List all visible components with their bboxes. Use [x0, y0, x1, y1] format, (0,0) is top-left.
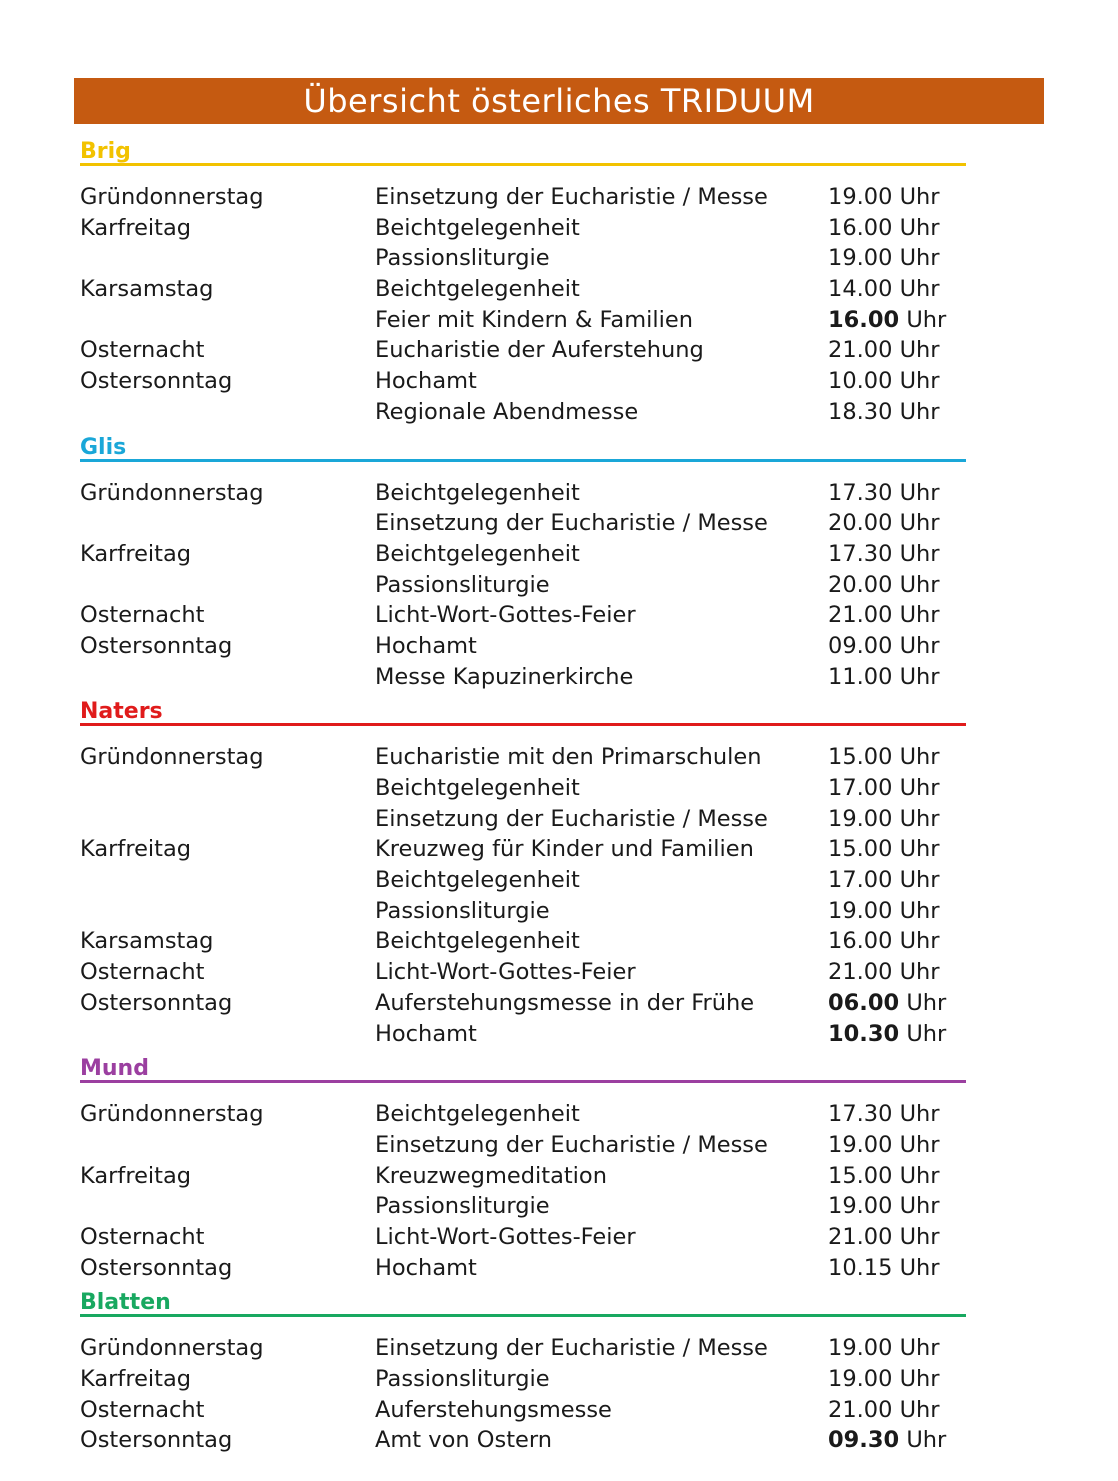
schedule-row	[80, 397, 966, 428]
time-unit: Uhr	[892, 276, 940, 303]
time-unit: Uhr	[892, 1396, 940, 1423]
time-value	[828, 213, 940, 243]
time-unit: Uhr	[892, 1223, 940, 1250]
day-label: Karfreitag	[80, 214, 192, 241]
time-unit: Uhr	[899, 306, 947, 333]
event-label: Auferstehungsmesse	[375, 1396, 612, 1423]
section-name: Glis	[80, 434, 127, 460]
schedule-row	[80, 243, 966, 274]
event-label: Einsetzung der Eucharistie / Messe	[375, 510, 768, 537]
time-number: 19.00	[828, 1335, 893, 1362]
time-unit: Uhr	[892, 479, 940, 506]
event-label: Auferstehungsmesse in der Frühe	[375, 989, 755, 1016]
event-label: Licht-Wort-Gottes-Feier	[375, 959, 636, 986]
event-label: Hochamt	[375, 632, 477, 659]
event-label: Amt von Ostern	[375, 1427, 552, 1454]
event-label: Beichtgelegenheit	[375, 867, 580, 894]
schedule-row	[80, 1425, 966, 1456]
event-label: Licht-Wort-Gottes-Feier	[375, 602, 636, 629]
time-unit: Uhr	[899, 1427, 947, 1454]
time-number: 17.30	[828, 540, 893, 567]
section-heading	[80, 1283, 966, 1317]
time-unit: Uhr	[892, 1101, 940, 1128]
time-value	[828, 1222, 940, 1252]
time-unit: Uhr	[892, 398, 940, 425]
time-unit: Uhr	[892, 337, 940, 364]
schedule-row	[80, 865, 966, 896]
event-label: Einsetzung der Eucharistie / Messe	[375, 184, 768, 210]
event-label: Licht-Wort-Gottes-Feier	[375, 1223, 636, 1250]
schedule-row	[80, 274, 966, 305]
day-label: Karfreitag	[80, 1366, 192, 1392]
section-mund	[80, 1049, 966, 1283]
day-label: Osternacht	[80, 1396, 205, 1423]
time-number: 09.30	[828, 1427, 900, 1454]
event-label: Feier mit Kindern & Familien	[375, 306, 693, 333]
event-label: Einsetzung der Eucharistie / Messe	[375, 805, 768, 832]
day-label: Ostersonntag	[80, 1254, 233, 1281]
time-number: 19.00	[828, 805, 893, 832]
section-heading	[80, 132, 966, 166]
event-label: Hochamt	[375, 368, 477, 395]
event-label: Passionsliturgie	[375, 1366, 550, 1392]
time-value	[828, 366, 940, 396]
time-value	[828, 1395, 940, 1425]
day-label: Karsamstag	[80, 928, 214, 955]
schedule-row	[80, 213, 966, 244]
time-number: 21.00	[828, 337, 893, 364]
time-unit: Uhr	[892, 510, 940, 537]
time-unit: Uhr	[892, 571, 940, 598]
schedule-row	[80, 1019, 966, 1050]
time-number: 21.00	[828, 1223, 893, 1250]
time-unit: Uhr	[892, 867, 940, 894]
event-label: Beichtgelegenheit	[375, 276, 580, 303]
time-number: 16.00	[828, 214, 893, 241]
time-number: 10.30	[828, 1020, 900, 1047]
event-label: Messe Kapuzinerkirche	[375, 663, 634, 690]
time-number: 06.00	[828, 989, 900, 1016]
time-unit: Uhr	[892, 1131, 940, 1158]
schedule-row	[80, 631, 966, 662]
time-value	[828, 742, 940, 772]
time-number: 20.00	[828, 510, 893, 537]
schedule-row	[80, 1130, 966, 1161]
schedule-row	[80, 570, 966, 601]
event-label: Passionsliturgie	[375, 245, 550, 272]
time-value	[828, 1425, 946, 1455]
schedule-row	[80, 834, 966, 865]
section-name: Blatten	[80, 1290, 171, 1316]
time-unit: Uhr	[892, 1193, 940, 1220]
time-value	[828, 600, 940, 630]
time-value	[828, 1099, 940, 1129]
time-value	[828, 397, 940, 427]
time-value	[828, 1364, 940, 1394]
schedule-row	[80, 539, 966, 570]
event-label: Einsetzung der Eucharistie / Messe	[375, 1131, 768, 1158]
event-label: Kreuzwegmeditation	[375, 1162, 607, 1189]
schedule-row	[80, 896, 966, 927]
day-label: Gründonnerstag	[80, 479, 264, 506]
event-label: Kreuzweg für Kinder und Familien	[375, 836, 754, 863]
time-unit: Uhr	[892, 184, 940, 210]
event-label: Beichtgelegenheit	[375, 540, 580, 567]
time-value	[828, 1333, 940, 1363]
time-unit: Uhr	[892, 1162, 940, 1189]
day-label: Osternacht	[80, 1223, 205, 1250]
time-unit: Uhr	[892, 805, 940, 832]
day-label: Gründonnerstag	[80, 744, 264, 771]
time-unit: Uhr	[892, 775, 940, 801]
day-label: Gründonnerstag	[80, 1335, 264, 1362]
schedule-row	[80, 1161, 966, 1192]
time-unit: Uhr	[892, 836, 940, 863]
time-unit: Uhr	[892, 663, 940, 690]
schedule-row	[80, 1333, 966, 1364]
time-unit: Uhr	[899, 989, 947, 1016]
section-name: Naters	[80, 699, 163, 725]
time-number: 15.00	[828, 744, 893, 771]
time-number: 19.00	[828, 1131, 893, 1158]
event-label: Beichtgelegenheit	[375, 1101, 580, 1128]
event-label: Beichtgelegenheit	[375, 214, 580, 241]
time-value	[828, 1019, 946, 1049]
schedule-row	[80, 1191, 966, 1222]
time-value	[828, 1130, 940, 1160]
schedule-row	[80, 335, 966, 366]
section-heading	[80, 1049, 966, 1083]
schedule-row	[80, 988, 966, 1019]
time-number: 21.00	[828, 959, 893, 986]
time-number: 19.00	[828, 1366, 893, 1392]
schedule-row	[80, 478, 966, 509]
time-unit: Uhr	[892, 214, 940, 241]
time-number: 11.00	[828, 663, 893, 690]
time-value	[828, 508, 940, 538]
section-name: Mund	[80, 1056, 149, 1082]
schedule-row	[80, 1364, 966, 1395]
time-value	[828, 570, 940, 600]
time-value	[828, 957, 940, 987]
time-number: 17.00	[828, 775, 893, 801]
schedule-row	[80, 1395, 966, 1426]
schedule-sections	[80, 132, 966, 1456]
time-number: 19.00	[828, 1193, 893, 1220]
day-label: Osternacht	[80, 337, 205, 364]
time-number: 17.30	[828, 479, 893, 506]
event-label: Eucharistie mit den Primarschulen	[375, 744, 762, 771]
time-value	[828, 988, 946, 1018]
time-unit: Uhr	[892, 368, 940, 395]
schedule-row	[80, 926, 966, 957]
time-value	[828, 834, 940, 864]
time-value	[828, 305, 946, 335]
section-heading	[80, 692, 966, 726]
day-label: Karfreitag	[80, 836, 192, 863]
time-value	[828, 926, 940, 956]
time-number: 18.30	[828, 398, 893, 425]
schedule-row	[80, 742, 966, 773]
time-value	[828, 182, 940, 212]
time-number: 15.00	[828, 836, 893, 863]
event-label: Eucharistie der Auferstehung	[375, 337, 704, 364]
time-number: 19.00	[828, 184, 893, 210]
time-number: 10.00	[828, 368, 893, 395]
schedule-row	[80, 1253, 966, 1284]
time-value	[828, 896, 940, 926]
time-unit: Uhr	[899, 1020, 947, 1047]
day-label: Osternacht	[80, 602, 205, 629]
time-unit: Uhr	[892, 1254, 940, 1281]
schedule-row	[80, 366, 966, 397]
time-number: 10.15	[828, 1254, 893, 1281]
schedule-row	[80, 1222, 966, 1253]
time-value	[828, 631, 940, 661]
time-value	[828, 773, 940, 803]
event-label: Hochamt	[375, 1254, 477, 1281]
event-label: Passionsliturgie	[375, 897, 550, 924]
section-blatten	[80, 1283, 966, 1456]
section-name: Brig	[80, 139, 131, 164]
time-unit: Uhr	[892, 540, 940, 567]
time-unit: Uhr	[892, 245, 940, 272]
section-glis	[80, 428, 966, 693]
section-naters	[80, 692, 966, 1049]
time-number: 19.00	[828, 245, 893, 272]
time-value	[828, 1191, 940, 1221]
time-number: 16.00	[828, 306, 900, 333]
time-unit: Uhr	[892, 1335, 940, 1362]
time-unit: Uhr	[892, 632, 940, 659]
day-label: Karsamstag	[80, 276, 214, 303]
schedule-row	[80, 662, 966, 693]
time-value	[828, 478, 940, 508]
time-value	[828, 1161, 940, 1191]
day-label: Ostersonntag	[80, 632, 233, 659]
time-value	[828, 274, 940, 304]
event-label: Einsetzung der Eucharistie / Messe	[375, 1335, 768, 1362]
time-value	[828, 243, 940, 273]
event-label: Passionsliturgie	[375, 571, 550, 598]
day-label: Ostersonntag	[80, 368, 233, 395]
day-label: Ostersonntag	[80, 1427, 233, 1454]
schedule-row	[80, 182, 966, 213]
schedule-row	[80, 305, 966, 336]
time-unit: Uhr	[892, 928, 940, 955]
day-label: Gründonnerstag	[80, 1101, 264, 1128]
day-label: Karfreitag	[80, 1162, 192, 1189]
time-number: 20.00	[828, 571, 893, 598]
time-number: 16.00	[828, 928, 893, 955]
time-number: 14.00	[828, 276, 893, 303]
time-value	[828, 662, 940, 692]
page-title: Übersicht österliches TRIDUUM	[74, 78, 1044, 124]
time-unit: Uhr	[892, 897, 940, 924]
schedule-row	[80, 600, 966, 631]
time-unit: Uhr	[892, 959, 940, 986]
event-label: Beichtgelegenheit	[375, 928, 580, 955]
schedule-row	[80, 957, 966, 988]
time-number: 19.00	[828, 897, 893, 924]
time-unit: Uhr	[892, 744, 940, 771]
event-label: Regionale Abendmesse	[375, 398, 639, 425]
time-value	[828, 539, 940, 569]
time-value	[828, 865, 940, 895]
event-label: Beichtgelegenheit	[375, 775, 580, 801]
section-heading	[80, 428, 966, 462]
time-unit: Uhr	[892, 602, 940, 629]
day-label: Karfreitag	[80, 540, 192, 567]
time-value	[828, 335, 940, 365]
schedule-row	[80, 804, 966, 835]
time-number: 21.00	[828, 602, 893, 629]
event-label: Passionsliturgie	[375, 1193, 550, 1220]
time-number: 15.00	[828, 1162, 893, 1189]
time-number: 17.30	[828, 1101, 893, 1128]
day-label: Osternacht	[80, 959, 205, 986]
time-number: 09.00	[828, 632, 893, 659]
time-number: 17.00	[828, 867, 893, 894]
event-label: Beichtgelegenheit	[375, 479, 580, 506]
day-label: Gründonnerstag	[80, 184, 264, 210]
section-brig	[80, 132, 966, 428]
event-label: Hochamt	[375, 1020, 477, 1047]
schedule-row	[80, 773, 966, 804]
schedule-row	[80, 508, 966, 539]
time-value	[828, 804, 940, 834]
time-number: 21.00	[828, 1396, 893, 1423]
schedule-row	[80, 1099, 966, 1130]
time-unit: Uhr	[892, 1366, 940, 1392]
day-label: Ostersonntag	[80, 989, 233, 1016]
time-value	[828, 1253, 940, 1283]
